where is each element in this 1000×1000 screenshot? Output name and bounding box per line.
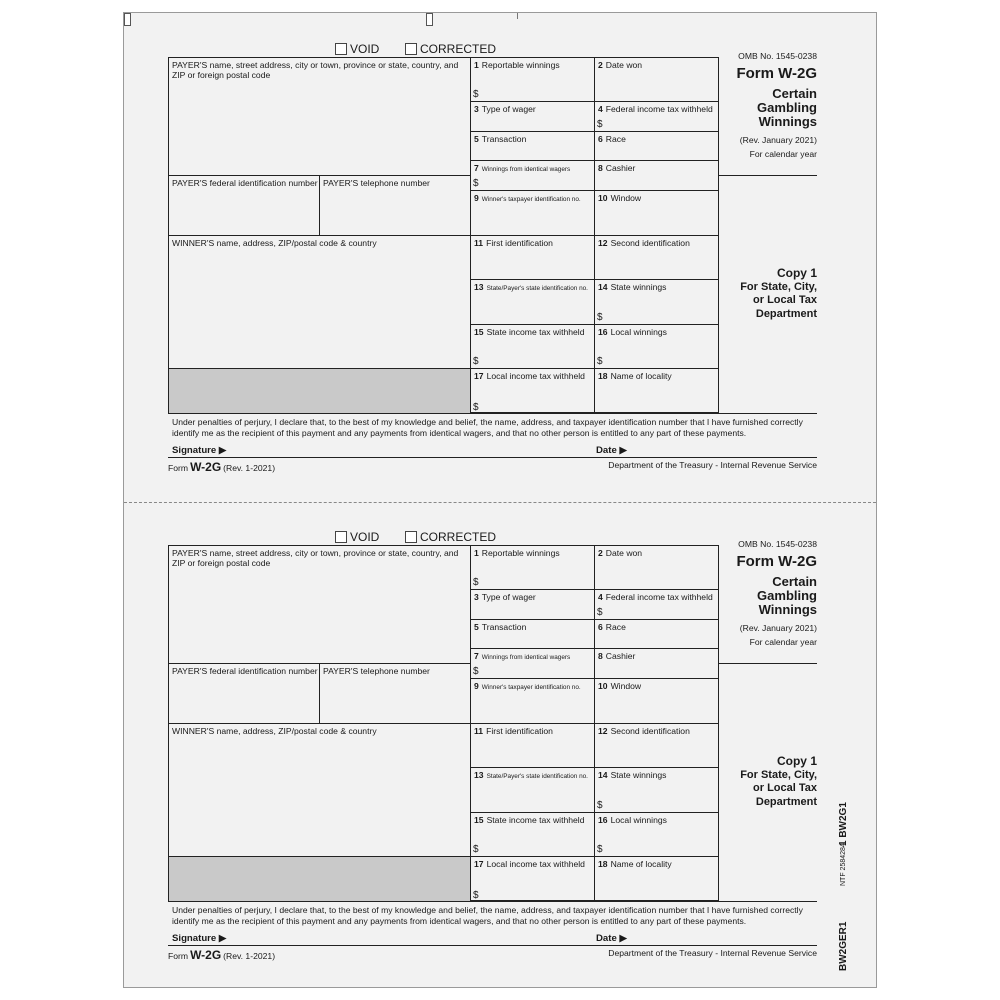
revision-date: (Rev. January 2021) — [739, 135, 817, 145]
box-8-cashier[interactable]: 8 Cashier — [595, 649, 719, 679]
corrected-checkbox-group[interactable] — [405, 42, 496, 56]
box-5-transaction[interactable]: 5 Transaction — [471, 132, 595, 161]
box-11-first-id[interactable]: 11 First identification — [471, 724, 595, 768]
winner-label: WINNER'S name, address, ZIP/postal code & country — [172, 238, 377, 248]
corrected-checkbox[interactable] — [405, 43, 417, 55]
box-12-second-id[interactable]: 12 Second identification — [595, 236, 719, 280]
box-8-cashier[interactable]: 8 Cashier — [595, 161, 719, 191]
box-16-local-winnings[interactable]: 16 Local winnings $ — [595, 813, 719, 857]
form-copy-upper — [124, 13, 876, 489]
box-16-local-winnings[interactable]: 16 Local winnings $ — [595, 325, 719, 369]
signature-field[interactable]: Signature ▶ — [172, 933, 227, 944]
payer-fed-id-field[interactable] — [169, 664, 320, 724]
box-14-state-winnings[interactable]: 14 State winnings $ — [595, 280, 719, 325]
payer-phone-label: PAYER'S telephone number — [323, 666, 430, 676]
box-17-local-tax-withheld[interactable]: 17 Local income tax withheld $ — [471, 857, 595, 902]
margin-ntf-code: NTF 2584284 — [840, 843, 847, 886]
payer-phone-field[interactable] — [320, 664, 471, 724]
payer-name-field[interactable] — [169, 546, 471, 664]
box-1-reportable-winnings[interactable]: 1 Reportable winnings $ — [471, 58, 595, 102]
form-id-panel — [719, 51, 817, 413]
panel-divider — [719, 175, 817, 176]
form-grid — [168, 57, 719, 413]
date-field[interactable]: Date ▶ — [596, 445, 627, 456]
perjury-text: Under penalties of perjury, I declare that, to the best of my knowledge and belief, the name, address, and taxpayer identification number that I have furnished correctly identify me as the recipient of this payment and any payments from identical wagers, and that no other person is entitled to any part of these payments. — [172, 417, 803, 438]
margin-form-code: 1 BW2G1 — [838, 802, 849, 846]
payer-name-field[interactable] — [169, 58, 471, 176]
copy-label: Copy 1 For State, City, or Local Tax Department — [740, 266, 817, 320]
margin-print-code: BW2GER1 — [838, 921, 849, 971]
form-subtitle: Certain Gambling Winnings — [757, 574, 817, 617]
box-11-first-id[interactable]: 11 First identification — [471, 236, 595, 280]
box-9-winner-tin[interactable]: 9 Winner's taxpayer identification no. — [471, 679, 595, 724]
corrected-checkbox-group[interactable] — [405, 530, 496, 544]
perjury-statement — [168, 901, 817, 946]
box-7-identical-wagers[interactable]: 7 Winnings from identical wagers $ — [471, 161, 595, 191]
box-13-state-id[interactable]: 13 State/Payer's state identification no. — [471, 280, 595, 325]
box-2-date-won[interactable]: 2 Date won — [595, 58, 719, 102]
footer-department: Department of the Treasury - Internal Revenue Service — [608, 460, 817, 470]
perjury-text: Under penalties of perjury, I declare that, to the best of my knowledge and belief, the name, address, and taxpayer identification number that I have furnished correctly identify me as the recipient of this payment and any payments from identical wagers, and that no other person is entitled to any part of these payments. — [172, 905, 803, 926]
panel-divider — [719, 663, 817, 664]
box-6-race[interactable]: 6 Race — [595, 620, 719, 649]
void-label: VOID — [350, 530, 380, 544]
signature-field[interactable]: Signature ▶ — [172, 445, 227, 456]
form-subtitle: Certain Gambling Winnings — [757, 86, 817, 129]
winner-name-field[interactable] — [169, 236, 471, 369]
void-label: VOID — [350, 42, 380, 56]
calendar-year-label: For calendar year — [749, 637, 817, 647]
box-9-winner-tin[interactable]: 9 Winner's taxpayer identification no. — [471, 191, 595, 236]
box-14-state-winnings[interactable]: 14 State winnings $ — [595, 768, 719, 813]
form-title: Form W-2G — [736, 65, 817, 82]
box-10-window[interactable]: 10 Window — [595, 679, 719, 724]
box-5-transaction[interactable]: 5 Transaction — [471, 620, 595, 649]
box-2-date-won[interactable]: 2 Date won — [595, 546, 719, 590]
form-id-panel — [719, 539, 817, 901]
box-12-second-id[interactable]: 12 Second identification — [595, 724, 719, 768]
box-18-name-of-locality[interactable]: 18 Name of locality — [598, 371, 672, 381]
footer-form-id: Form W-2G (Rev. 1-2021) — [168, 948, 276, 962]
form-title: Form W-2G — [736, 553, 817, 570]
corrected-label: CORRECTED — [420, 530, 497, 544]
w2g-form-sheet — [123, 12, 877, 988]
copy-label: Copy 1 For State, City, or Local Tax Department — [740, 754, 817, 808]
box-6-race[interactable]: 6 Race — [595, 132, 719, 161]
revision-date: (Rev. January 2021) — [739, 623, 817, 633]
box-15-state-tax-withheld[interactable]: 15 State income tax withheld $ — [471, 813, 595, 857]
box-7-identical-wagers[interactable]: 7 Winnings from identical wagers $ — [471, 649, 595, 679]
payer-phone-field[interactable] — [320, 176, 471, 236]
void-checkbox[interactable] — [335, 43, 347, 55]
box-3-type-of-wager[interactable]: 3 Type of wager — [471, 590, 595, 620]
perjury-statement — [168, 413, 817, 458]
footer-form-id: Form W-2G (Rev. 1-2021) — [168, 460, 276, 474]
corrected-checkbox[interactable] — [405, 531, 417, 543]
omb-number: OMB No. 1545-0238 — [738, 51, 817, 61]
payer-phone-label: PAYER'S telephone number — [323, 178, 430, 188]
footer-department: Department of the Treasury - Internal Revenue Service — [608, 948, 817, 958]
box-4-federal-tax-withheld[interactable]: 4 Federal income tax withheld $ — [595, 102, 719, 132]
shaded-area — [169, 369, 471, 414]
payer-name-label: PAYER'S name, street address, city or town, province or state, country, and ZIP or foreign postal code — [172, 60, 459, 80]
void-checkbox[interactable] — [335, 531, 347, 543]
omb-number: OMB No. 1545-0238 — [738, 539, 817, 549]
void-checkbox-group[interactable] — [335, 530, 379, 544]
payer-fed-id-label: PAYER'S federal identification number — [172, 178, 318, 188]
box-4-federal-tax-withheld[interactable]: 4 Federal income tax withheld $ — [595, 590, 719, 620]
corrected-label: CORRECTED — [420, 42, 497, 56]
box-3-type-of-wager[interactable]: 3 Type of wager — [471, 102, 595, 132]
box-18-name-of-locality[interactable]: 18 Name of locality — [598, 859, 672, 869]
box-1-reportable-winnings[interactable]: 1 Reportable winnings $ — [471, 546, 595, 590]
form-grid — [168, 545, 719, 901]
date-field[interactable]: Date ▶ — [596, 933, 627, 944]
payer-fed-id-field[interactable] — [169, 176, 320, 236]
box-10-window[interactable]: 10 Window — [595, 191, 719, 236]
payer-name-label: PAYER'S name, street address, city or town, province or state, country, and ZIP or foreign postal code — [172, 548, 459, 568]
void-checkbox-group[interactable] — [335, 42, 379, 56]
calendar-year-label: For calendar year — [749, 149, 817, 159]
box-15-state-tax-withheld[interactable]: 15 State income tax withheld $ — [471, 325, 595, 369]
winner-label: WINNER'S name, address, ZIP/postal code & country — [172, 726, 377, 736]
shaded-area — [169, 857, 471, 902]
box-17-local-tax-withheld[interactable]: 17 Local income tax withheld $ — [471, 369, 595, 414]
box-13-state-id[interactable]: 13 State/Payer's state identification no. — [471, 768, 595, 813]
form-copy-lower — [124, 501, 876, 977]
payer-fed-id-label: PAYER'S federal identification number — [172, 666, 318, 676]
winner-name-field[interactable] — [169, 724, 471, 857]
